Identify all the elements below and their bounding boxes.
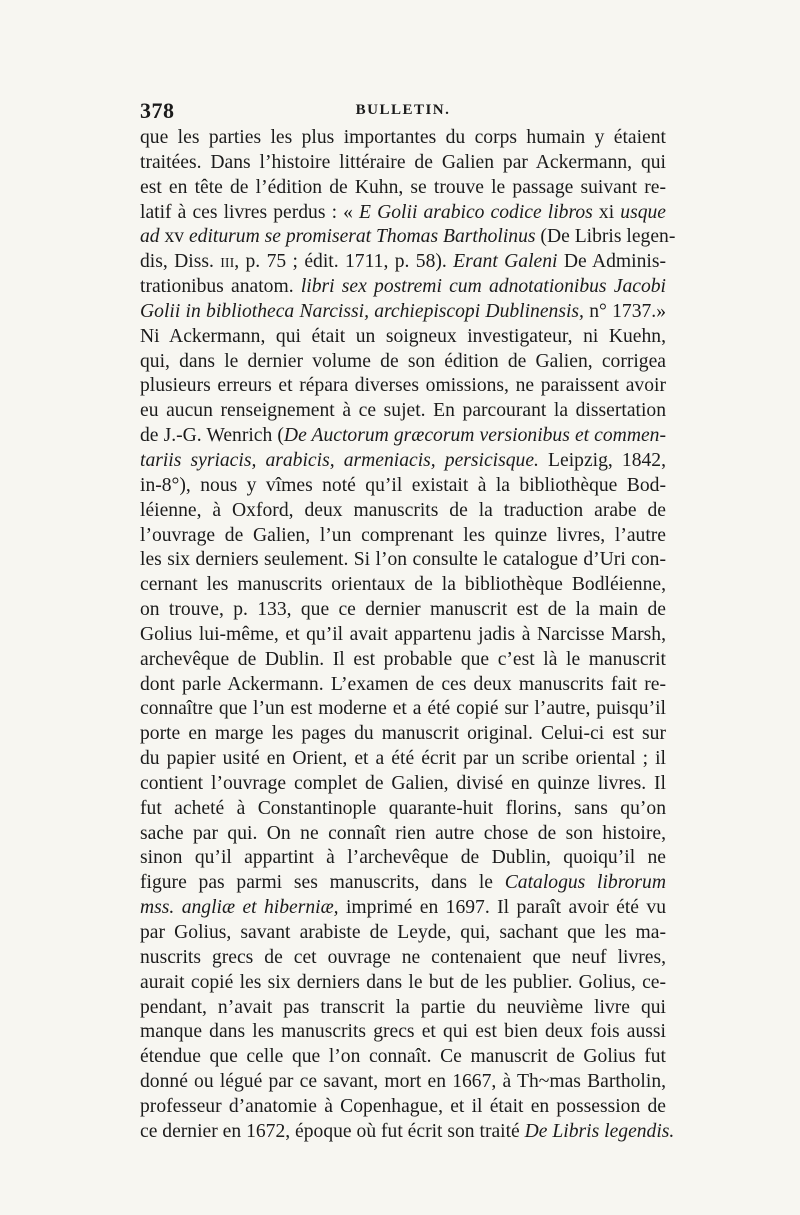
- text-run: De Libris legendis.: [524, 1120, 675, 1142]
- text-run: les six derniers seulement. Si l’on consulte le catalogue d’Uri con-: [140, 549, 666, 571]
- text-run: étendue que celle que l’on connaît. Ce manuscrit de Golius fut: [140, 1046, 666, 1068]
- text-line: [140, 896, 666, 921]
- text-line: [140, 697, 666, 722]
- text-run: fut acheté à Constantinople quarante-huit florins, sans qu’on: [140, 797, 666, 819]
- text-line: [140, 449, 666, 474]
- text-line: [140, 1120, 675, 1145]
- text-line: [140, 176, 666, 201]
- text-run: porte en marge les pages du manuscrit original. Celui-ci est sur: [140, 723, 666, 745]
- text-run: trationibus anatom.: [140, 276, 301, 298]
- text-run: contient l’ouvrage complet de Galien, divisé en quinze livres. Il: [140, 772, 666, 794]
- text-run: xi: [592, 201, 621, 223]
- text-line: [140, 350, 666, 375]
- text-run: dis, Diss.: [140, 251, 221, 273]
- text-line: [140, 374, 666, 399]
- text-run: (De Libris legen-: [535, 226, 676, 248]
- text-run: qui, dans le dernier volume de son édition de Galien, corrigea: [140, 350, 666, 372]
- text-run: Ni Ackermann, qui était un soigneux investigateur, ni Kuehn,: [140, 325, 666, 347]
- text-run: léienne, à Oxford, deux manuscrits de la traduction arabe de: [140, 499, 666, 521]
- text-line: [140, 846, 666, 871]
- text-run: aurait copié les six derniers dans le but de les publier. Golius, ce-: [140, 971, 666, 993]
- text-run: xv: [159, 226, 189, 248]
- text-run: ce dernier en 1672, époque où fut écrit son traité: [140, 1120, 525, 1142]
- text-line: [140, 1020, 666, 1045]
- text-run: Catalogus librorum: [504, 872, 666, 894]
- text-run: eu aucun renseignement à ce sujet. En parcourant la dissertation: [140, 400, 666, 422]
- text-line: [140, 573, 666, 598]
- text-run: dont parle Ackermann. L’examen de ces deux manuscrits fait re-: [140, 673, 666, 695]
- page-header: [140, 92, 666, 126]
- text-run: que les parties les plus importantes du corps humain y étaient: [140, 127, 666, 148]
- text-line: [140, 524, 666, 549]
- text-line: [140, 822, 666, 847]
- text-run: De Adminis-: [557, 251, 667, 273]
- text-line: [140, 971, 666, 996]
- text-line: [140, 399, 666, 424]
- text-run: , p. 75 ; édit. 1711, p. 58).: [234, 251, 454, 273]
- text-run: pendant, n’avait pas transcrit la partie du neuvième livre qui: [140, 996, 666, 1018]
- text-run: de J.-G. Wenrich (: [140, 425, 284, 447]
- text-run: figure pas parmi ses manuscrits, dans le: [140, 872, 505, 894]
- text-run: imprimé en 1697. Il paraît avoir été vu: [338, 897, 666, 919]
- text-run: sache par qui. On ne connaît rien autre chose de son histoire,: [140, 822, 666, 844]
- text-run: latif à ces livres perdus : «: [140, 201, 360, 223]
- text-run: iii: [220, 251, 235, 273]
- text-line: [140, 598, 666, 623]
- text-run: plusieurs erreurs et répara diverses omissions, ne paraissent avoir: [140, 375, 666, 397]
- text-run: usque: [620, 201, 666, 223]
- text-run: n° 1737.»: [583, 300, 667, 322]
- text-line: [140, 946, 666, 971]
- text-run: traitées. Dans l’histoire littéraire de Galien par Ackermann, qui: [140, 151, 666, 173]
- text-run: sinon qu’il appartint à l’archevêque de Dublin, quoiqu’il ne: [140, 847, 666, 869]
- text-run: l’ouvrage de Galien, l’un comprenant les quinze livres, l’autre: [140, 524, 666, 546]
- text-line: [140, 275, 666, 300]
- text-run: tariis syriacis, arabicis, armeniacis, persicisque.: [140, 449, 539, 471]
- text-run: du papier usité en Orient, et a été écrit par un scribe oriental ; il: [140, 748, 666, 770]
- text-line: [140, 201, 666, 226]
- text-run: on trouve, p. 133, que ce dernier manuscrit est de la main de: [140, 599, 666, 621]
- text-line: [140, 996, 666, 1021]
- text-run: in-8°), nous y vîmes noté qu’il existait à la bibliothèque Bod-: [140, 474, 666, 496]
- text-line: [140, 722, 666, 747]
- text-line: [140, 797, 666, 822]
- text-run: Erant Galeni: [453, 251, 558, 273]
- text-line: [140, 225, 676, 250]
- text-line: [140, 126, 666, 151]
- text-run: ad: [140, 226, 160, 248]
- text-run: connaître que l’un est moderne et a été copié sur l’autre, puisqu’il: [140, 698, 666, 720]
- text-run: Golius lui-même, et qu’il avait appartenu jadis à Narcisse Marsh,: [140, 623, 666, 645]
- text-run: nuscrits grecs de cet ouvrage ne contenaient que neuf livres,: [140, 946, 666, 968]
- text-line: [140, 499, 666, 524]
- text-line: [140, 474, 666, 499]
- text-run: ~: [538, 1071, 550, 1093]
- text-run: manque dans les manuscrits grecs et qui est bien deux fois aussi: [140, 1021, 666, 1043]
- text-run: mas Bartholin,: [549, 1071, 667, 1093]
- page-number: 378: [140, 98, 175, 123]
- text-line: [140, 648, 666, 673]
- text-run: professeur d’anatomie à Copenhague, et il était en possession de: [140, 1095, 666, 1117]
- text-line: [140, 772, 666, 797]
- text-line: [140, 424, 666, 449]
- text-line: [140, 623, 666, 648]
- text-run: cernant les manuscrits orientaux de la bibliothèque Bodléienne,: [140, 574, 666, 596]
- text-run: par Golius, savant arabiste de Leyde, qui, sachant que les ma-: [140, 922, 666, 943]
- text-run: De Auctorum græcorum versionibus et commen-: [283, 425, 666, 447]
- text-run: editurum se promiserat Thomas Bartholinus: [188, 226, 536, 248]
- body-text: [140, 126, 676, 1145]
- text-run: donné ou légué par ce savant, mort en 1667, à Th: [140, 1071, 539, 1093]
- text-run: Leipzig, 1842,: [538, 449, 666, 471]
- text-line: [140, 747, 666, 772]
- text-line: [140, 548, 666, 573]
- text-line: [140, 921, 666, 946]
- text-run: libri sex postremi cum adnotationibus Jacobi: [300, 276, 666, 298]
- text-run: mss. angliæ et hiberniæ,: [140, 897, 339, 919]
- text-line: [140, 151, 666, 176]
- text-run: archevêque de Dublin. Il est probable que c’est là le manuscrit: [140, 648, 666, 670]
- text-line: [140, 1070, 666, 1095]
- text-line: [140, 871, 666, 896]
- text-line: [140, 300, 666, 325]
- text-line: [140, 250, 666, 275]
- text-run: Golii in bibliotheca Narcissi, archiepiscopi Dublinensis,: [140, 300, 584, 322]
- running-head: BULLETIN.: [355, 102, 451, 118]
- text-run: E Golii arabico codice libros: [359, 201, 593, 223]
- text-run: est en tête de l’édition de Kuhn, se trouve le passage suivant re-: [140, 176, 666, 198]
- text-line: [140, 1095, 666, 1120]
- text-line: [140, 1045, 666, 1070]
- text-line: [140, 673, 666, 698]
- text-line: [140, 325, 666, 350]
